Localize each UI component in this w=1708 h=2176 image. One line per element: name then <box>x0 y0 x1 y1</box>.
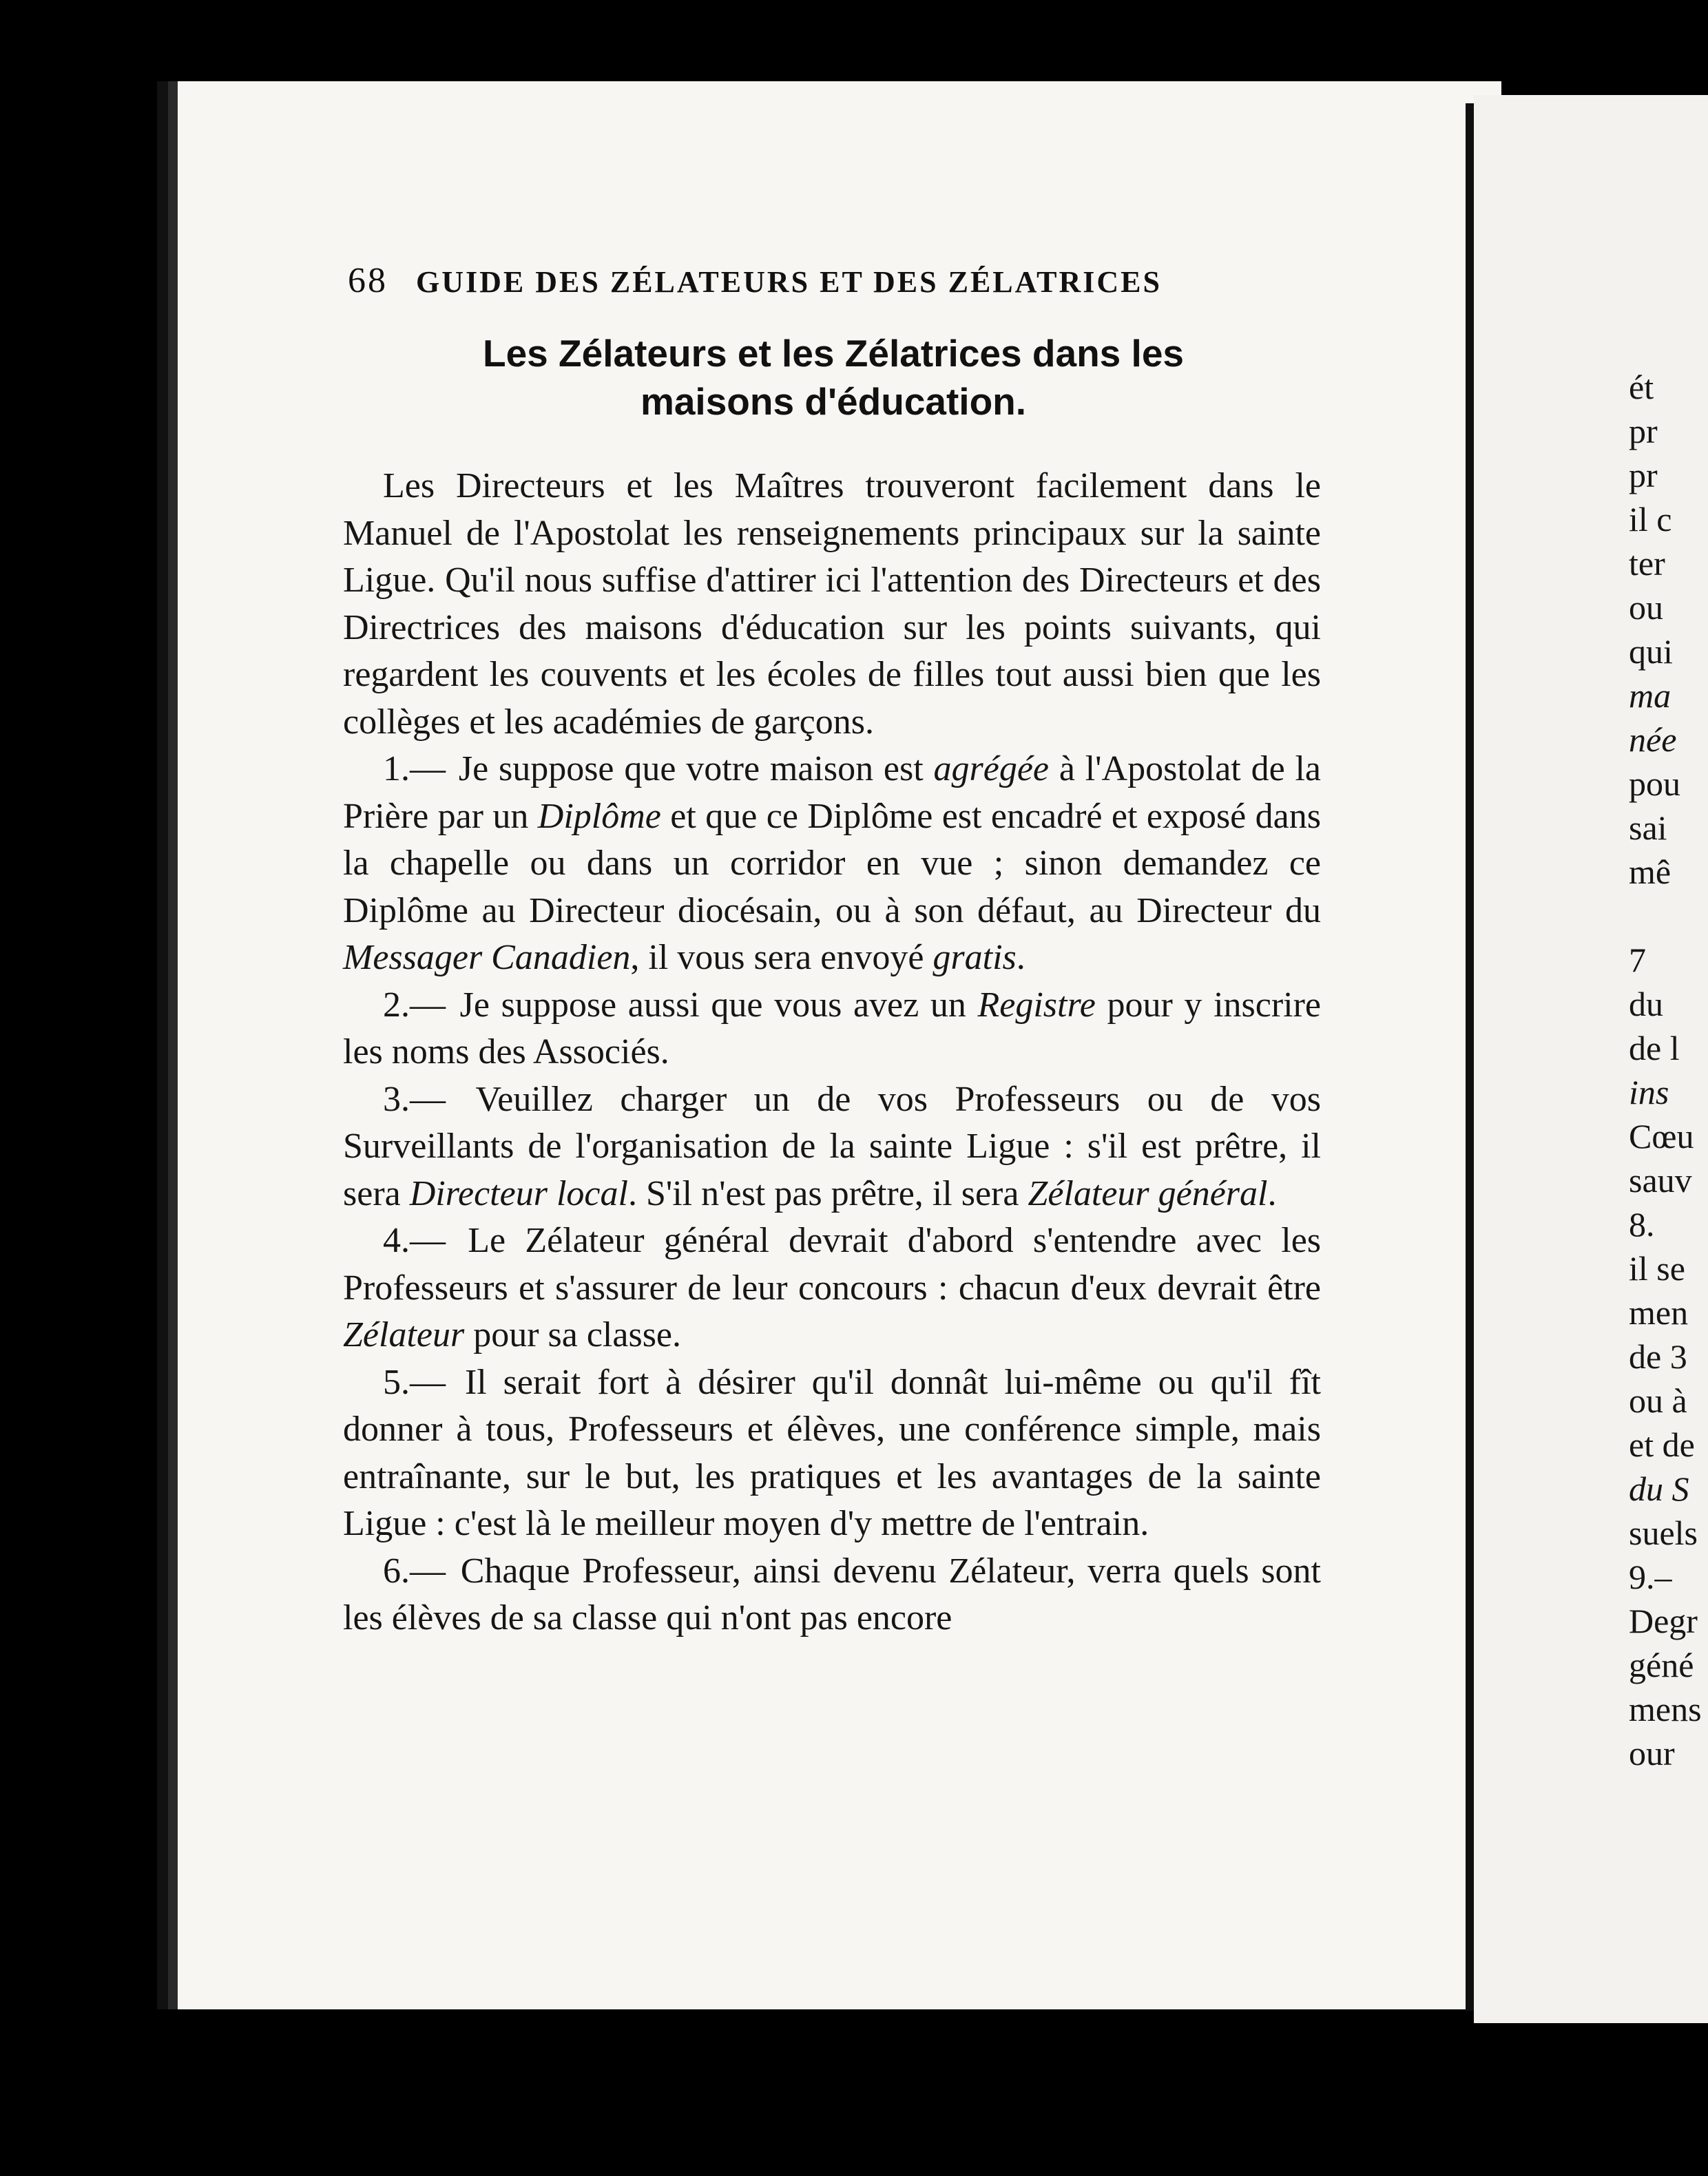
right-page-line: ma <box>1629 676 1671 715</box>
right-page-line: men <box>1629 1293 1689 1332</box>
right-page-line: sai <box>1629 808 1667 847</box>
italic-text: Zélateur <box>343 1315 465 1354</box>
right-page-line: ou à <box>1629 1381 1687 1420</box>
running-title: GUIDE DES ZÉLATEURS ET DES ZÉLATRICES <box>416 265 1162 299</box>
paragraph-number: 2.— <box>383 985 457 1025</box>
paragraph-text: pour y inscrire les noms des Associés. <box>343 985 1321 1071</box>
paragraph-number: 1.— <box>383 749 456 788</box>
paragraph-number: 4.— <box>383 1221 466 1260</box>
italic-text: agrégée <box>933 749 1049 788</box>
right-page-line: mê <box>1629 852 1671 891</box>
running-header <box>348 260 1312 301</box>
italic-text: gratis <box>933 938 1017 977</box>
paragraph-text: et que ce Diplôme est encadré et exposé dans la chapelle ou dans un corridor en vue ; sinon demandez ce Diplôme au Directeur diocésain, ou à son défaut, au Directeur du <box>343 796 1321 930</box>
right-page-line: 8. <box>1629 1205 1655 1244</box>
paragraph-text: à l'Apostolat de la Prière par un <box>343 749 1321 836</box>
paragraph-number: 3.— <box>383 1079 473 1119</box>
paragraph-text: Je suppose aussi que vous avez un <box>459 985 978 1025</box>
paragraph <box>343 982 1321 1076</box>
paragraph-text: Chaque Professeur, ainsi devenu Zélateur, verra quels sont les élèves de sa classe qui n'ont pas encore <box>343 1551 1321 1638</box>
right-page-line: Degr <box>1629 1602 1698 1640</box>
page-number: 68 <box>348 261 388 300</box>
section-title <box>386 329 1281 426</box>
right-page-line: née <box>1629 720 1677 759</box>
right-page-line: de 3 <box>1629 1337 1687 1376</box>
right-page-line: qui <box>1629 632 1673 671</box>
section-title-line-1: Les Zélateurs et les Zélatrices dans les <box>482 332 1184 375</box>
paragraph-text: , il vous sera envoyé <box>630 938 933 977</box>
paragraph-text: Je suppose que votre maison est <box>458 749 934 788</box>
italic-text: Directeur local <box>409 1173 628 1213</box>
right-page-line: 7 <box>1629 941 1646 979</box>
right-page-line: pou <box>1629 764 1680 803</box>
right-page-line: du S <box>1629 1469 1689 1508</box>
paragraph-text: . <box>1267 1173 1277 1213</box>
paragraph-text: Il serait fort à désirer qu'il donnât lui-même ou qu'il fît donner à tous, Professeurs et élèves, une conférence simple, mais entraînante, sur le but, les pratiques et les avantages de la sainte Ligue : c'est là le meilleur moyen d'y mettre de l'entrain. <box>343 1362 1321 1543</box>
italic-text: Messager Canadien <box>343 938 631 977</box>
italic-text: Diplôme <box>537 796 661 836</box>
paragraph-number: 5.— <box>383 1362 462 1402</box>
right-page-line: Cœu <box>1629 1117 1694 1155</box>
paragraph <box>343 746 1321 982</box>
right-page-line: et de <box>1629 1425 1695 1464</box>
paragraph-text: pour sa classe. <box>464 1315 682 1354</box>
section-title-line-2: maisons d'éducation. <box>640 380 1027 423</box>
paragraph <box>343 1076 1321 1218</box>
right-page-line: ét <box>1629 368 1654 406</box>
right-page-line: sauv <box>1629 1161 1692 1200</box>
right-page-line: géné <box>1629 1646 1694 1684</box>
paragraph-number: 6.— <box>383 1551 458 1591</box>
right-page-line: our <box>1629 1734 1675 1772</box>
right-page-line: mens <box>1629 1690 1702 1728</box>
right-page-line: 9.– <box>1629 1558 1672 1596</box>
paragraph-text: Le Zélateur général devrait d'abord s'entendre avec les Professeurs et s'assurer de leur concours : chacun d'eux devrait être <box>343 1221 1322 1308</box>
right-page-line: il c <box>1629 500 1672 538</box>
italic-text: Registre <box>977 985 1096 1025</box>
paragraph <box>343 1217 1321 1359</box>
right-page-line: du <box>1629 985 1663 1023</box>
right-page-line: de l <box>1629 1029 1680 1067</box>
right-page-fragments <box>1629 365 1708 1775</box>
body-text <box>343 463 1321 1642</box>
paragraph-text: . <box>1016 938 1025 977</box>
right-page-line: il se <box>1629 1249 1685 1288</box>
paragraph-text: . S'il n'est pas prêtre, il sera <box>627 1173 1028 1213</box>
paragraph-text: Les Directeurs et les Maîtres trouveront facilement dans le Manuel de l'Apostolat les renseignements principaux sur la sainte Ligue. Qu'il nous suffise d'attirer ici l'attention des Directeurs et des Directrices des maisons d'éducation sur les points suivants, qui regardent les couvents et les écoles de filles tout aussi bien que les collèges et les académies de garçons. <box>343 466 1321 742</box>
paragraph <box>343 1359 1321 1548</box>
right-page-line: suels <box>1629 1514 1698 1552</box>
paragraph <box>343 1548 1321 1642</box>
right-page-line: pr <box>1629 456 1658 494</box>
right-page-line <box>1629 894 1708 938</box>
right-page-line: ter <box>1629 544 1665 583</box>
paragraph <box>343 463 1321 746</box>
right-page-line: ins <box>1629 1073 1669 1111</box>
paragraph-text: Veuillez charger un de vos Professeurs ou de vos Surveillants de l'organisation de la sainte Ligue : s'il est prêtre, il sera <box>343 1079 1321 1213</box>
right-page-line: ou <box>1629 588 1663 627</box>
right-page-line: pr <box>1629 412 1658 450</box>
italic-text: Zélateur général <box>1028 1173 1268 1213</box>
